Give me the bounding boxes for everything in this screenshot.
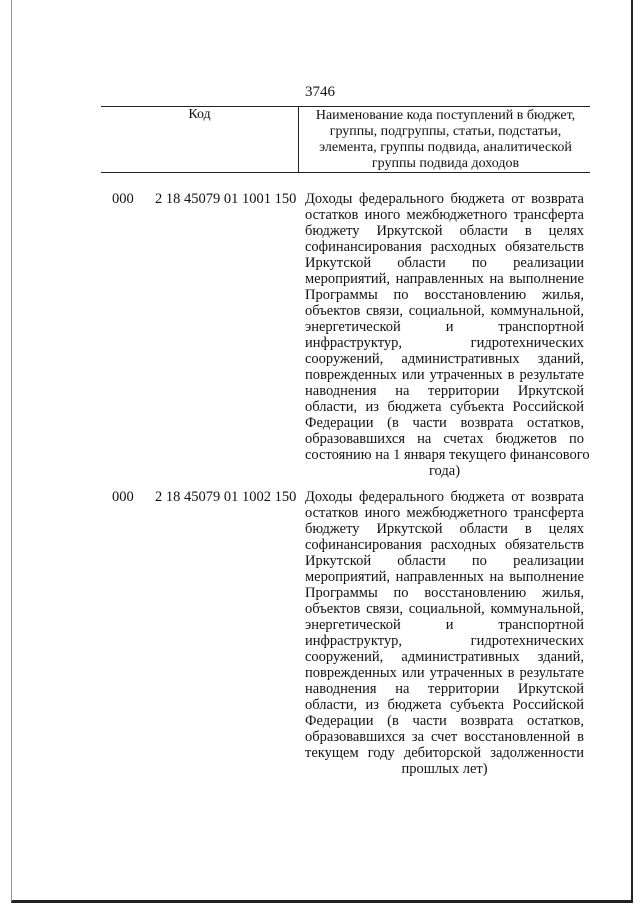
description-line: остатков иного межбюджетного трансферта [305,207,584,223]
name-header-line: Наименование кода поступлений в бюджет, [315,108,576,123]
description-line: объектов связи, социальной, коммунальной, [305,303,584,319]
name-column-header [299,107,591,173]
description-line: области, из бюджета субъекта Российской [305,399,584,415]
description-line: поврежденных или утраченных в результате [305,367,584,383]
page-number: 3746 [305,84,335,100]
description-line: образовавшихся за счет восстановленной в [305,729,584,745]
description-line: остатков иного межбюджетного трансферта [305,505,584,521]
description-line: поврежденных или утраченных в результате [305,665,584,681]
name-header-line: группы, подгруппы, статьи, подстатьи, [329,124,562,139]
budget-code: 2 18 45079 01 1002 150 [155,489,297,505]
description-line: наводнения на территории Иркутской [305,681,584,697]
header-table [101,106,590,173]
description-line: софинансирования расходных обязательств [305,239,584,255]
description-line: сооружений, административных зданий, [305,351,584,367]
description-line: прошлых лет) [401,761,488,777]
code-column-header: Код [101,107,299,173]
description-line: энергетической и транспортной [305,319,584,335]
description-line: Доходы федерального бюджета от возврата [305,489,584,505]
code-description [305,489,584,777]
description-line: Федерации (в части возврата остатков, [305,713,584,729]
description-line: объектов связи, социальной, коммунальной, [305,601,584,617]
name-header-line: группы подвида доходов [371,156,520,171]
description-line: Программы по восстановлению жилья, [305,287,584,303]
description-line: области, из бюджета субъекта Российской [305,697,584,713]
description-line: мероприятий, направленных на выполнение [305,569,584,585]
group-code: 000 [112,489,134,505]
description-line: года) [428,463,461,479]
description-line: состоянию на 1 января текущего финансового [305,447,590,463]
description-line: текущем году дебиторской задолженности [305,745,584,761]
description-line: сооружений, административных зданий, [305,649,584,665]
description-line: инфраструктур, гидротехнических [305,335,584,351]
code-description [305,191,590,479]
description-line: энергетической и транспортной [305,617,584,633]
description-line: Федерации (в части возврата остатков, [305,415,584,431]
description-line: бюджету Иркутской области в целях [305,223,584,239]
description-line: Программы по восстановлению жилья, [305,585,584,601]
description-line: софинансирования расходных обязательств [305,537,584,553]
description-line: Доходы федерального бюджета от возврата [305,191,584,207]
description-line: Иркутской области по реализации [305,255,584,271]
name-header-line: элемента, группы подвида, аналитической [319,140,572,155]
description-line: инфраструктур, гидротехнических [305,633,584,649]
description-line: бюджету Иркутской области в целях [305,521,584,537]
description-line: мероприятий, направленных на выполнение [305,271,584,287]
description-line: Иркутской области по реализации [305,553,584,569]
group-code: 000 [112,191,134,207]
description-line: наводнения на территории Иркутской [305,383,584,399]
description-line: образовавшихся на счетах бюджетов по [305,431,584,447]
budget-code: 2 18 45079 01 1001 150 [155,191,297,207]
